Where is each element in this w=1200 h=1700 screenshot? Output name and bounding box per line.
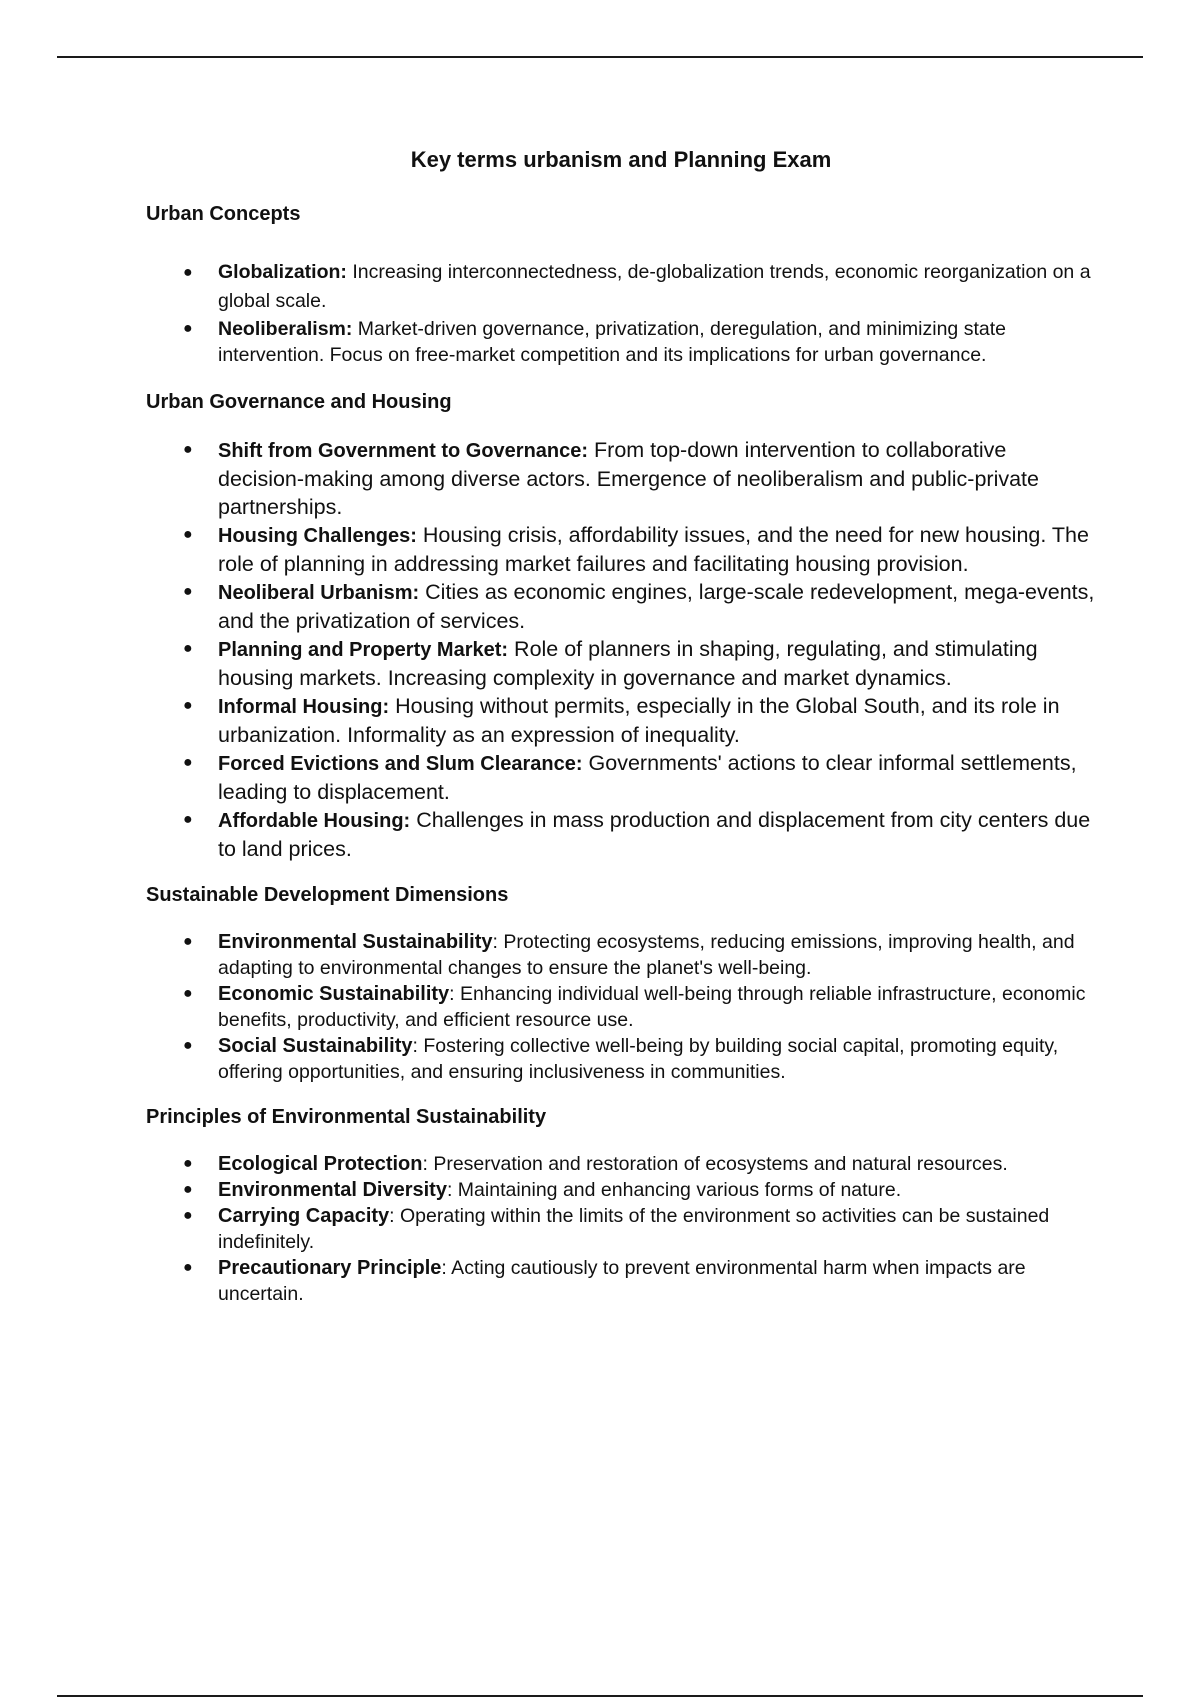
section-urban-concepts — [146, 200, 1096, 368]
page-title: Key terms urbanism and Planning Exam — [410, 147, 832, 172]
term-label: Carrying Capacity — [218, 1205, 390, 1227]
term-label: Environmental Sustainability — [218, 931, 493, 953]
term-description: : Maintaining and enhancing various forms of nature. — [446, 1179, 902, 1201]
term-label: Housing Challenges: — [218, 525, 417, 547]
bullet-icon: ● — [183, 583, 193, 600]
list-item — [146, 1151, 1096, 1177]
term-label: Planning and Property Market: — [218, 639, 509, 661]
term-label: Social Sustainability — [218, 1035, 413, 1057]
term-description: Role of planners in shaping, regulating, and stimulating housing markets. Increasing complexity in governance and market dynamics. — [218, 637, 1038, 690]
term-description: From top-down intervention to collaborative decision-making among diverse actors. Emergence of neoliberalism and public-private partnerships. — [218, 438, 1039, 519]
list-item — [146, 929, 1096, 981]
bullet-icon: ● — [183, 640, 193, 657]
term-description: Market-driven governance, privatization, deregulation, and minimizing state intervention. Focus on free-market competition and its implications for urban governance. — [218, 318, 1006, 366]
term-description: Governments' actions to clear informal settlements, leading to displacement. — [218, 751, 1077, 804]
term-description: Increasing interconnectedness, de-globalization trends, economic reorganization on a global scale. — [218, 261, 1091, 312]
bullet-icon: ● — [183, 1259, 193, 1276]
bullet-icon: ● — [183, 526, 193, 543]
list-item — [146, 1203, 1096, 1255]
section-sustainable-development — [146, 881, 1096, 1085]
term-description: Cities as economic engines, large-scale redevelopment, mega-events, and the privatization of services. — [218, 580, 1095, 633]
term-list — [146, 929, 1096, 1085]
bullet-icon: ● — [183, 697, 193, 714]
bullet-icon: ● — [183, 1181, 193, 1198]
term-description: Challenges in mass production and displacement from city centers due to land prices. — [218, 808, 1091, 861]
section-heading: Sustainable Development Dimensions — [146, 884, 509, 906]
bullet-icon: ● — [183, 1037, 193, 1054]
top-rule — [57, 56, 1143, 58]
term-description: : Protecting ecosystems, reducing emissions, improving health, and adapting to environmental changes to ensure the planet's well-being. — [218, 931, 1075, 979]
term-label: Forced Evictions and Slum Clearance: — [218, 753, 583, 775]
term-description: : Preservation and restoration of ecosystems and natural resources. — [422, 1153, 1008, 1175]
bullet-icon: ● — [183, 264, 193, 281]
bullet-icon: ● — [183, 320, 193, 337]
list-item — [146, 316, 1096, 368]
term-label: Precautionary Principle — [218, 1257, 442, 1279]
term-list — [146, 258, 1096, 368]
list-item — [146, 1255, 1096, 1307]
term-description: : Fostering collective well-being by building social capital, promoting equity, offering opportunities, and ensuring inclusiveness in communities. — [218, 1035, 1059, 1083]
term-label: Informal Housing: — [218, 696, 390, 718]
term-label: Environmental Diversity — [218, 1179, 447, 1201]
list-item — [146, 806, 1096, 863]
document-page — [146, 140, 1096, 1307]
term-description: : Operating within the limits of the environment so activities can be sustained indefinitely. — [218, 1205, 1050, 1253]
bullet-icon: ● — [183, 811, 193, 828]
list-item — [146, 521, 1096, 578]
bullet-icon: ● — [183, 1155, 193, 1172]
term-label: Ecological Protection — [218, 1153, 423, 1175]
term-description: Housing without permits, especially in the Global South, and its role in urbanization. Informality as an expression of inequality. — [218, 694, 1060, 747]
section-environmental-principles — [146, 1103, 1096, 1307]
term-list — [146, 1151, 1096, 1307]
bullet-icon: ● — [183, 1207, 193, 1224]
term-list — [146, 436, 1096, 863]
bottom-rule — [57, 1695, 1143, 1697]
term-label: Affordable Housing: — [218, 810, 411, 832]
section-heading: Principles of Environmental Sustainability — [146, 1106, 547, 1128]
list-item — [146, 981, 1096, 1033]
bullet-icon: ● — [183, 985, 193, 1002]
section-urban-governance-housing — [146, 388, 1096, 863]
list-item — [146, 692, 1096, 749]
term-description: : Acting cautiously to prevent environmental harm when impacts are uncertain. — [218, 1257, 1026, 1305]
bullet-icon: ● — [183, 933, 193, 950]
list-item — [146, 749, 1096, 806]
list-item — [146, 258, 1096, 316]
term-label: Globalization: — [218, 261, 347, 283]
section-heading: Urban Concepts — [146, 203, 301, 225]
term-label: Economic Sustainability — [218, 983, 450, 1005]
list-item — [146, 1177, 1096, 1203]
list-item — [146, 436, 1096, 521]
list-item — [146, 1033, 1096, 1085]
term-label: Neoliberalism: — [218, 318, 353, 340]
term-label: Shift from Government to Governance: — [218, 440, 589, 462]
term-description: Housing crisis, affordability issues, and the need for new housing. The role of planning in addressing market failures and facilitating housing provision. — [218, 523, 1089, 576]
list-item — [146, 578, 1096, 635]
term-label: Neoliberal Urbanism: — [218, 582, 420, 604]
term-description: : Enhancing individual well-being through reliable infrastructure, economic benefits, productivity, and efficient resource use. — [218, 983, 1086, 1031]
bullet-icon: ● — [183, 441, 193, 458]
list-item — [146, 635, 1096, 692]
bullet-icon: ● — [183, 754, 193, 771]
section-heading: Urban Governance and Housing — [146, 391, 452, 413]
